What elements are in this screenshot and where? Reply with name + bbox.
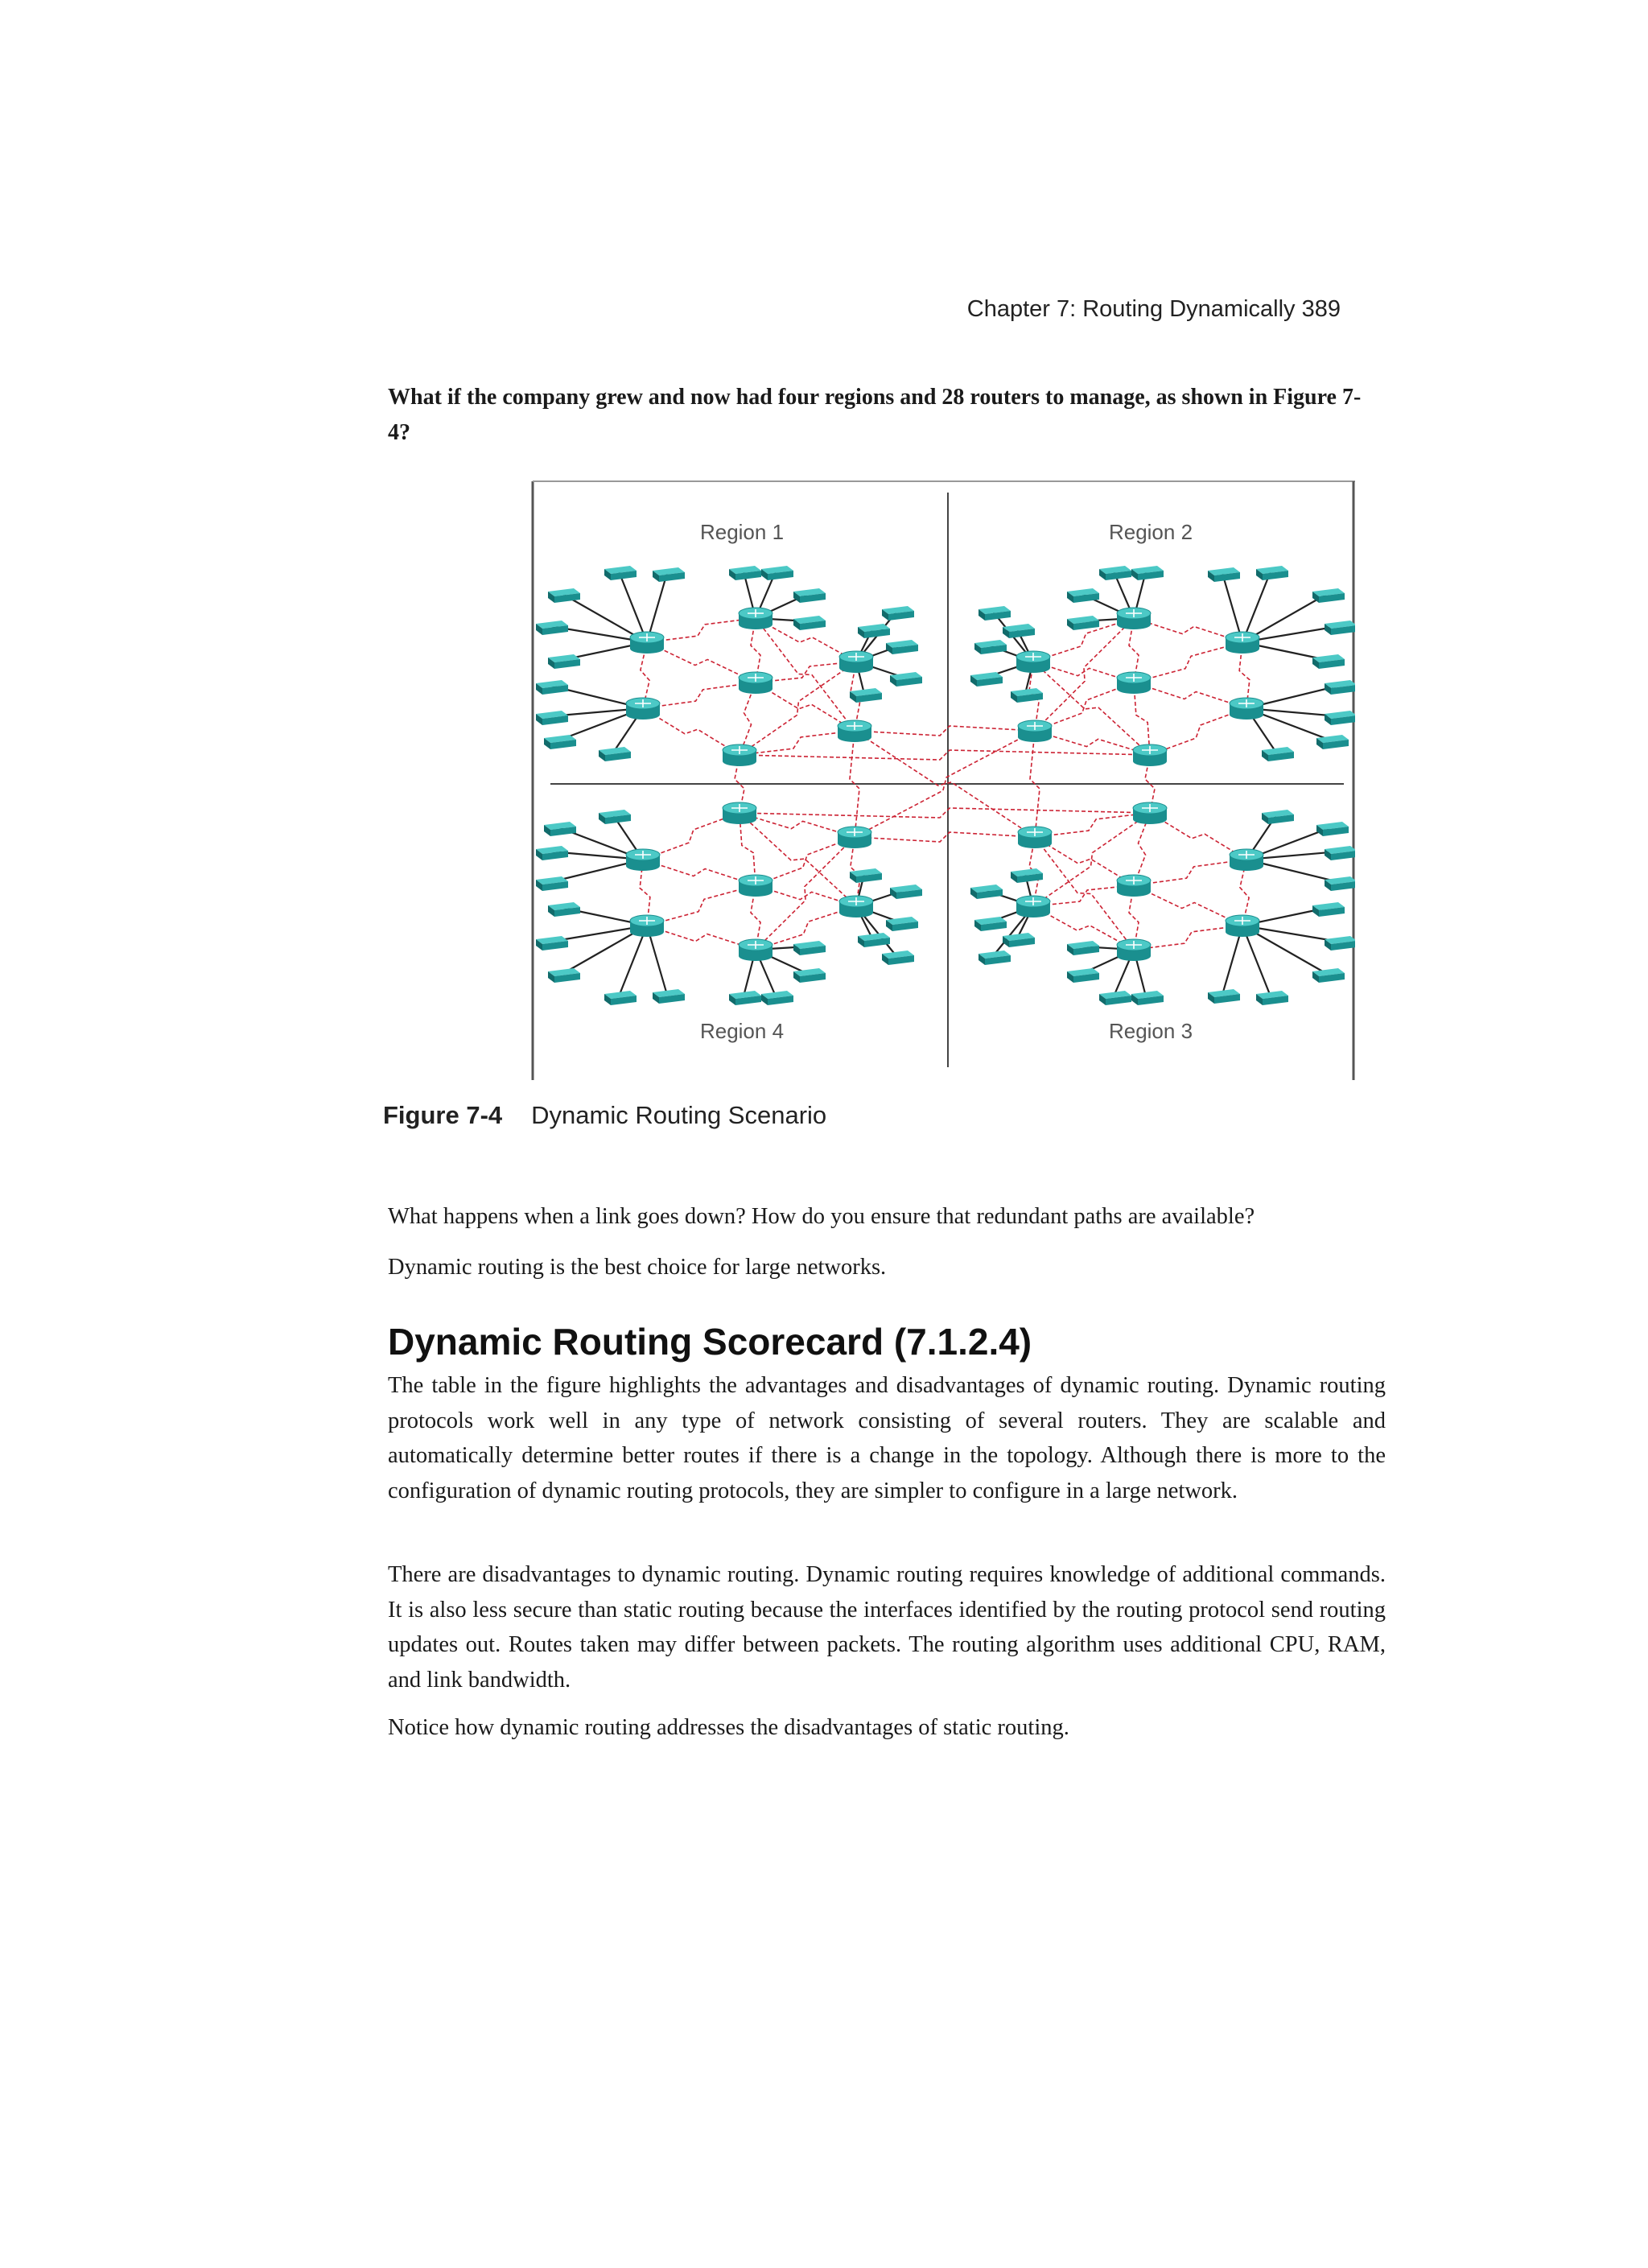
router-icon-0-2 xyxy=(739,608,772,629)
switch-icon-0-1-2 xyxy=(544,735,576,749)
region-4-label: Region 4 xyxy=(699,1019,785,1043)
switch-icon-0-0-3 xyxy=(604,566,637,580)
question-text: What if the company grew and now had four regions and 28 routers to manage, as shown in Figure 7-4? xyxy=(388,385,1362,445)
switch-icon-0-1-3 xyxy=(599,747,631,761)
switch-icon-3-2-3 xyxy=(793,941,826,955)
switch-icon-3-2-1 xyxy=(761,991,793,1005)
router-icon-2-3 xyxy=(1016,896,1050,918)
switch-icon-2-2-3 xyxy=(1067,941,1099,955)
router-icon-3-1 xyxy=(626,849,660,871)
caption-title: Dynamic Routing Scenario xyxy=(531,1101,827,1129)
region-3-label: Region 3 xyxy=(1108,1019,1193,1043)
router-icon-1-3 xyxy=(1016,651,1050,673)
switch-icon-3-3-3 xyxy=(850,868,882,883)
switch-icon-3-0-3 xyxy=(604,991,637,1005)
switch-icon-1-3-1 xyxy=(974,640,1007,654)
switch-icon-1-0-4 xyxy=(1208,567,1240,582)
paragraph-best-choice: Dynamic routing is the best choice for large networks. xyxy=(388,1255,887,1280)
switch-icon-1-0-3 xyxy=(1256,566,1288,580)
switch-icon-0-0-4 xyxy=(653,567,685,582)
switch-icon-0-3-0 xyxy=(858,624,890,638)
router-icon-0-1 xyxy=(626,698,660,720)
switch-icon-2-1-3 xyxy=(1262,810,1294,824)
switch-icon-2-0-2 xyxy=(1312,902,1345,917)
switch-icon-3-0-2 xyxy=(548,902,580,917)
switch-icon-0-1-1 xyxy=(536,711,568,725)
switch-icon-0-2-0 xyxy=(729,566,761,580)
router-icon-3-0 xyxy=(630,915,664,937)
switch-icon-0-2-1 xyxy=(761,566,793,580)
switch-icon-3-1-2 xyxy=(544,822,576,836)
switch-icon-1-3-0 xyxy=(1003,624,1035,638)
router-icon-3-5 xyxy=(838,827,871,848)
router-icon-1-1 xyxy=(1230,698,1263,720)
switch-icon-3-2-0 xyxy=(729,991,761,1005)
switch-icon-3-3-4 xyxy=(882,950,914,965)
router-icon-1-5 xyxy=(1018,720,1052,742)
switch-icon-2-2-1 xyxy=(1099,991,1131,1005)
switch-icon-0-1-0 xyxy=(536,680,568,695)
router-icon-3-3 xyxy=(839,896,873,918)
core-serial-link-0-1 xyxy=(855,726,1035,736)
caption-number: Figure 7-4 xyxy=(383,1101,503,1129)
switch-icon-1-3-2 xyxy=(970,672,1003,687)
router-icon-0-0 xyxy=(630,632,664,654)
router-icon-2-5 xyxy=(1018,827,1052,848)
switch-icon-3-0-0 xyxy=(548,968,580,983)
router-icon-0-5 xyxy=(838,720,871,742)
router-icon-1-6 xyxy=(1133,744,1167,766)
switch-icon-0-2-2 xyxy=(793,588,826,603)
switch-icon-1-1-1 xyxy=(1325,711,1355,725)
section-heading: Dynamic Routing Scorecard (7.1.2.4) xyxy=(388,1321,1032,1363)
switch-icon-2-1-2 xyxy=(1316,822,1349,836)
switch-icon-2-3-2 xyxy=(970,885,1003,899)
switch-icon-3-1-0 xyxy=(536,876,568,891)
switch-icon-0-3-1 xyxy=(886,640,918,654)
router-icon-0-6 xyxy=(723,744,756,766)
switch-icon-3-1-3 xyxy=(599,810,631,824)
switch-icon-3-0-1 xyxy=(536,936,568,950)
router-icon-0-4 xyxy=(739,672,772,694)
switch-icon-2-0-4 xyxy=(1208,989,1240,1004)
switch-icon-2-1-1 xyxy=(1325,846,1355,860)
serial-link-0-2-5 xyxy=(756,618,855,731)
router-icon-1-0 xyxy=(1226,632,1259,654)
switch-icon-1-0-0 xyxy=(1312,588,1345,603)
switch-icon-1-2-0 xyxy=(1131,566,1164,580)
paragraph-advantages: The table in the figure highlights the advantages and disadvantages of dynamic routing. Dynamic routing protocols work well in any type of network consisting of several routers. They are scalable and automatically determine better routes if there is a change in the topology. Although there is more to the configuration of dynamic routing protocols, they are simpler to configure in a large network. xyxy=(388,1373,1386,1503)
figure-7-4 xyxy=(526,475,1355,1080)
switch-icon-0-3-3 xyxy=(850,688,882,703)
router-icon-2-1 xyxy=(1230,849,1263,871)
router-icon-2-4 xyxy=(1117,875,1151,897)
switch-icon-3-1-1 xyxy=(536,846,568,860)
core-serial-link-2-3 xyxy=(855,832,1035,842)
inter-region-link-2 xyxy=(740,808,1150,818)
switch-icon-2-0-3 xyxy=(1256,991,1288,1005)
router-icon-2-2 xyxy=(1117,939,1151,961)
switch-icon-0-0-2 xyxy=(548,654,580,669)
switch-icon-1-2-1 xyxy=(1099,566,1131,580)
switch-icon-3-3-2 xyxy=(890,885,922,899)
switch-icon-2-0-0 xyxy=(1312,968,1345,983)
router-icon-1-4 xyxy=(1117,672,1151,694)
router-icon-3-2 xyxy=(739,939,772,961)
switch-icon-2-3-0 xyxy=(1003,933,1035,947)
router-icon-3-6 xyxy=(723,802,756,824)
switch-icon-1-2-3 xyxy=(1067,616,1099,630)
switch-icon-3-2-2 xyxy=(793,968,826,983)
switch-icon-1-3-4 xyxy=(978,606,1011,621)
switch-icon-2-2-2 xyxy=(1067,968,1099,983)
switch-icon-1-3-3 xyxy=(1011,688,1043,703)
switch-icon-2-3-1 xyxy=(974,917,1007,931)
switch-icon-1-1-0 xyxy=(1325,680,1355,695)
router-icon-3-4 xyxy=(739,875,772,897)
paragraph-notice: Notice how dynamic routing addresses the disadvantages of static routing. xyxy=(388,1715,1069,1740)
region-1-label: Region 1 xyxy=(699,520,785,544)
serial-link-3-5-6 xyxy=(740,813,855,837)
paragraph-link-down: What happens when a link goes down? How do you ensure that redundant paths are available? xyxy=(388,1204,1255,1229)
switch-icon-0-2-3 xyxy=(793,616,826,630)
region-2-label: Region 2 xyxy=(1108,520,1193,544)
router-icon-2-0 xyxy=(1226,915,1259,937)
switch-icon-2-1-0 xyxy=(1325,876,1355,891)
router-icon-0-3 xyxy=(839,651,873,673)
switch-icon-1-0-2 xyxy=(1312,654,1345,669)
switch-icon-2-3-4 xyxy=(978,950,1011,965)
switch-icon-3-0-4 xyxy=(653,989,685,1004)
switch-icon-1-0-1 xyxy=(1325,621,1355,635)
switch-icon-3-3-0 xyxy=(858,933,890,947)
serial-link-1-2-5 xyxy=(1035,618,1134,731)
switch-icon-1-1-3 xyxy=(1262,747,1294,761)
switch-icon-0-0-1 xyxy=(536,621,568,635)
network-topology-diagram xyxy=(526,475,1355,1080)
serial-link-1-5-6 xyxy=(1035,731,1150,755)
figure-caption xyxy=(383,1101,826,1130)
switch-icon-2-2-0 xyxy=(1131,991,1164,1005)
switch-icon-2-0-1 xyxy=(1325,936,1355,950)
running-head: Chapter 7: Routing Dynamically 389 xyxy=(966,296,1341,322)
inter-region-link-0 xyxy=(740,750,1150,760)
router-icon-2-6 xyxy=(1133,802,1167,824)
router-icon-1-2 xyxy=(1117,608,1151,629)
switch-icon-0-3-4 xyxy=(882,606,914,621)
paragraph-disadvantages: There are disadvantages to dynamic routing. Dynamic routing requires knowledge of additional commands. It is also less secure than static routing because the interfaces identified by the routing protocol send routing updates out. Routes taken may differ between packets. The routing algorithm uses additional CPU, RAM, and link bandwidth. xyxy=(388,1562,1386,1693)
